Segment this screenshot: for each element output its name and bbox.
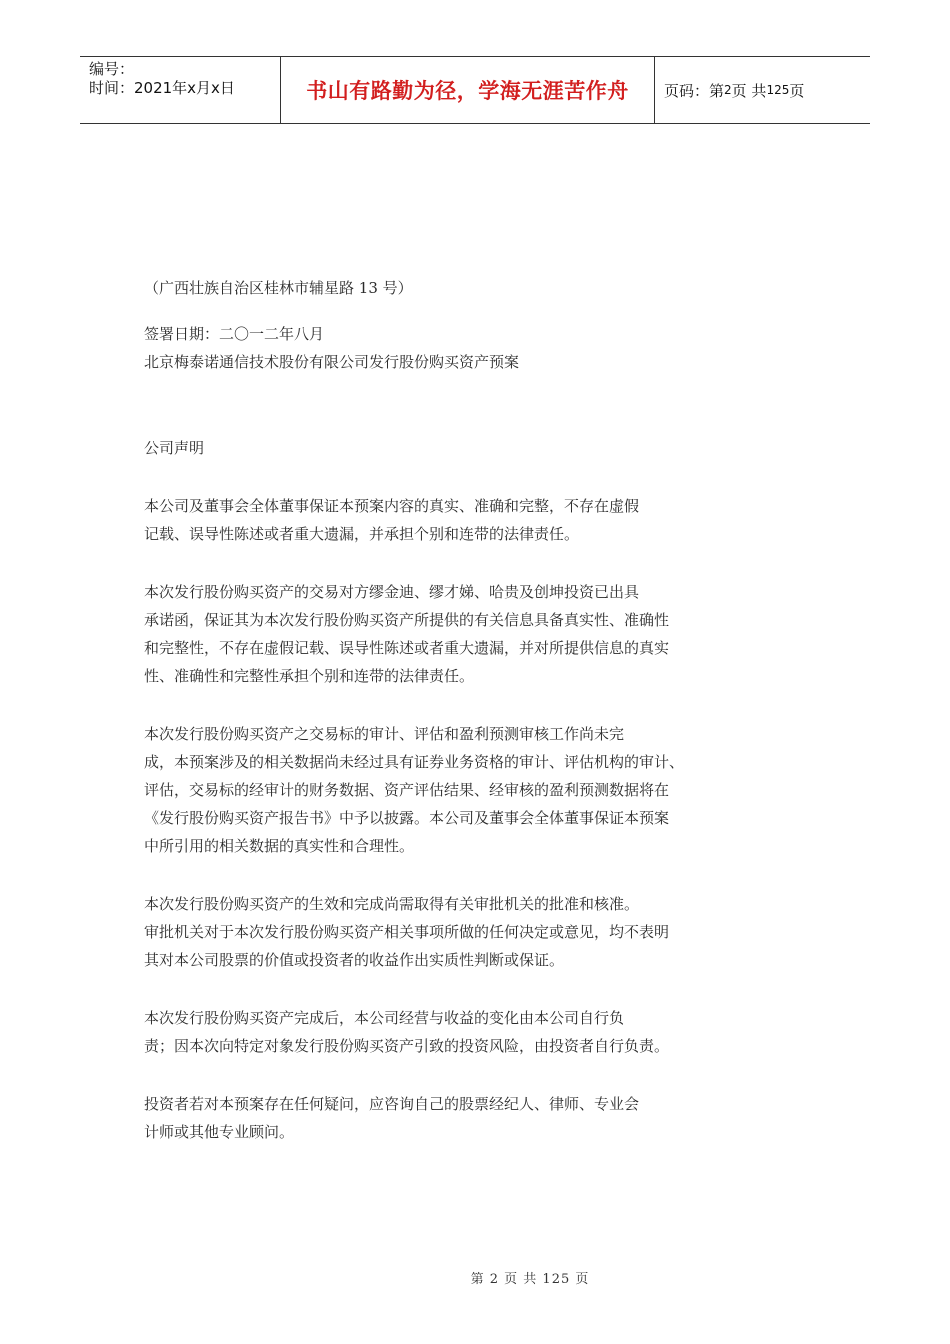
sign-date: 签署日期：二〇一二年八月: [144, 325, 325, 343]
header-meta: [80, 57, 281, 123]
paragraph-line: 评估，交易标的经审计的财务数据、资产评估结果、经审核的盈利预测数据将在: [144, 781, 670, 799]
page-prefix: 页码：第: [664, 81, 725, 100]
paragraph-line: 计师或其他专业顾问。: [144, 1123, 295, 1141]
page-suffix: 页: [789, 81, 805, 100]
paragraph-line: 责；因本次向特定对象发行股份购买资产引致的投资风险，由投资者自行负责。: [144, 1037, 670, 1055]
company-address: （广西壮族自治区桂林市辅星路 13 号）: [144, 279, 413, 297]
document-title: 北京梅泰诺通信技术股份有限公司发行股份购买资产预案: [144, 353, 520, 371]
page-mid: 页 共: [731, 81, 767, 100]
paragraph-line: 性、准确性和完整性承担个别和连带的法律责任。: [144, 667, 475, 685]
paragraph-line: 投资者若对本预案存在任何疑问，应咨询自己的股票经纪人、律师、专业会: [144, 1095, 640, 1113]
paragraph-line: 记载、误导性陈述或者重大遗漏，并承担个别和连带的法律责任。: [144, 525, 580, 543]
header-motto: 书山有路勤为径，学海无涯苦作舟: [281, 57, 655, 123]
paragraph-line: 本次发行股份购买资产的交易对方缪金迪、缪才娣、哈贵及创坤投资已出具: [144, 583, 640, 601]
document-time-label: 时间：2021年x月x日: [89, 79, 235, 97]
paragraph: [144, 720, 744, 860]
paragraph-line: 承诺函，保证其为本次发行股份购买资产所提供的有关信息具备真实性、准确性: [144, 611, 670, 629]
paragraph-line: 审批机关对于本次发行股份购买资产相关事项所做的任何决定或意见，均不表明: [144, 923, 670, 941]
paragraph-line: 本次发行股份购买资产完成后，本公司经营与收益的变化由本公司自行负: [144, 1009, 625, 1027]
paragraph: [144, 578, 744, 690]
page-footer: 第 2 页 共 125 页: [470, 1272, 590, 1287]
paragraph: [144, 890, 744, 974]
section-title: 公司声明: [144, 439, 205, 457]
paragraph: [144, 492, 744, 548]
page-number: 2: [724, 83, 732, 97]
page-header: [80, 56, 870, 124]
paragraph-line: 其对本公司股票的价值或投资者的收益作出实质性判断或保证。: [144, 951, 565, 969]
header-page-info: [655, 57, 870, 123]
paragraph: [144, 1004, 744, 1060]
paragraph-line: 成，本预案涉及的相关数据尚未经过具有证券业务资格的审计、评估机构的审计、: [144, 753, 685, 771]
page-total: 125: [766, 83, 790, 97]
paragraph-line: 和完整性，不存在虚假记载、误导性陈述或者重大遗漏，并对所提供信息的真实: [144, 639, 670, 657]
paragraph-line: 本次发行股份购买资产的生效和完成尚需取得有关审批机关的批准和核准。: [144, 895, 640, 913]
document-number-label: 编号：: [89, 60, 135, 78]
paragraph-line: 本次发行股份购买资产之交易标的审计、评估和盈利预测审核工作尚未完: [144, 725, 625, 743]
paragraph-line: 《发行股份购买资产报告书》中予以披露。本公司及董事会全体董事保证本预案: [144, 809, 670, 827]
paragraph-line: 本公司及董事会全体董事保证本预案内容的真实、准确和完整，不存在虚假: [144, 497, 640, 515]
document-body: [144, 274, 744, 1146]
paragraph-line: 中所引用的相关数据的真实性和合理性。: [144, 837, 415, 855]
paragraph: [144, 1090, 744, 1146]
